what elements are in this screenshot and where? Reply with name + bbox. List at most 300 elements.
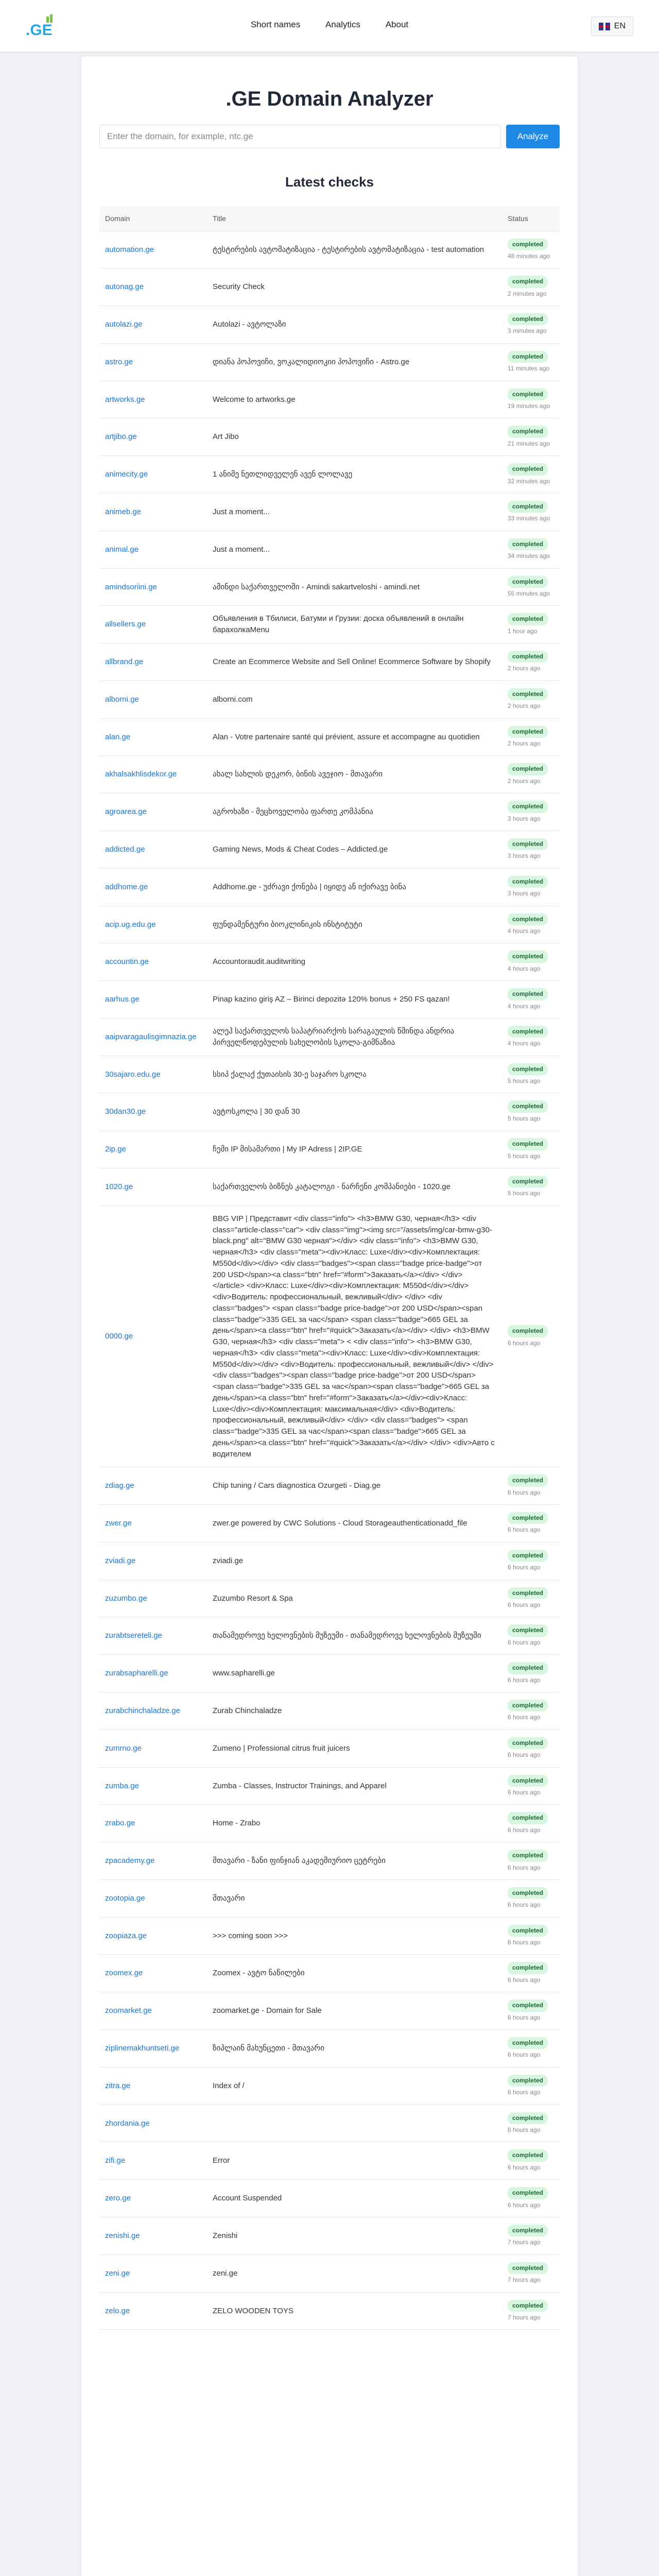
row-time-ago: 3 minutes ago [508, 327, 547, 335]
row-status [502, 756, 560, 793]
row-status [502, 2180, 560, 2217]
row-time-ago: 3 hours ago [508, 890, 541, 897]
table-row [99, 568, 560, 606]
row-time-ago: 6 hours ago [508, 1564, 541, 1571]
row-time-ago: 7 hours ago [508, 2276, 541, 2284]
row-status [502, 568, 560, 606]
row-title: Gaming News, Mods & Cheat Codes – Addicted.ge [207, 831, 502, 869]
row-title: Accountoraudit.auditwriting [207, 943, 502, 981]
status-badge: completed [508, 426, 548, 437]
row-domain-link[interactable]: zurabchinchaladze.ge [99, 1692, 207, 1730]
row-time-ago: 2 minutes ago [508, 290, 547, 297]
status-badge: completed [508, 1063, 548, 1075]
row-status [502, 1131, 560, 1168]
table-row [99, 1992, 560, 2030]
row-time-ago: 2 hours ago [508, 740, 541, 748]
row-time-ago: 4 hours ago [508, 1002, 541, 1010]
status-badge: completed [508, 1026, 548, 1038]
status-badge: completed [508, 2075, 548, 2087]
row-status [502, 831, 560, 869]
status-badge: completed [508, 2300, 548, 2312]
row-status [502, 1206, 560, 1467]
status-badge: completed [508, 688, 548, 700]
row-time-ago: 33 minutes ago [508, 515, 550, 522]
row-domain-link[interactable]: zrabo.ge [99, 1805, 207, 1842]
row-title: zeni.ge [207, 2255, 502, 2292]
analyze-button[interactable]: Analyze [506, 125, 560, 148]
row-time-ago: 6 hours ago [508, 2051, 541, 2059]
row-domain-link[interactable]: zurabsapharelli.ge [99, 1655, 207, 1692]
row-time-ago: 55 minutes ago [508, 589, 550, 597]
row-domain-link[interactable]: aarhus.ge [99, 981, 207, 1019]
row-domain-link[interactable]: artworks.ge [99, 381, 207, 418]
row-status [502, 231, 560, 268]
row-status [502, 1467, 560, 1505]
status-badge: completed [508, 1850, 548, 1861]
row-status [502, 306, 560, 344]
row-title: Объявления в Тбилиси, Батуми и Грузии: доска объявлений в онлайн барахолкаMenu [207, 606, 502, 643]
table-row [99, 718, 560, 756]
row-status [502, 456, 560, 494]
row-time-ago: 6 hours ago [508, 2126, 541, 2133]
status-badge: completed [508, 651, 548, 663]
main-card [81, 57, 578, 2576]
table-row [99, 1505, 560, 1543]
status-badge: completed [508, 876, 548, 888]
table-row [99, 1917, 560, 1955]
table-row [99, 2142, 560, 2180]
column-header-domain: Domain [99, 206, 207, 231]
row-domain-link[interactable]: zhordania.ge [99, 2105, 207, 2142]
latest-checks-title: Latest checks [285, 174, 374, 190]
row-title: Just a moment... [207, 493, 502, 531]
status-badge: completed [508, 1624, 548, 1636]
row-status [502, 531, 560, 568]
row-time-ago: 6 hours ago [508, 1488, 541, 1496]
row-title: Zoomex - ავტო ნაწილები [207, 1955, 502, 1992]
status-badge: completed [508, 1550, 548, 1562]
table-row [99, 1655, 560, 1692]
row-status [502, 793, 560, 831]
domain-search-input[interactable] [99, 125, 501, 148]
row-status [502, 1692, 560, 1730]
row-title: ZELO WOODEN TOYS [207, 2292, 502, 2330]
row-status [502, 1542, 560, 1580]
row-status [502, 381, 560, 418]
row-domain-link[interactable]: artjibo.ge [99, 418, 207, 456]
row-status [502, 2292, 560, 2330]
row-status [502, 1767, 560, 1805]
table-row [99, 2067, 560, 2105]
table-row [99, 1842, 560, 1880]
status-badge: completed [508, 988, 548, 1000]
row-status [502, 2142, 560, 2180]
table-row [99, 531, 560, 568]
row-domain-link[interactable]: zoomex.ge [99, 1955, 207, 1992]
nav-short-names[interactable]: Short names [250, 20, 301, 29]
status-badge: completed [508, 1812, 548, 1824]
row-status [502, 2255, 560, 2292]
row-domain-link[interactable]: 1020.ge [99, 1168, 207, 1206]
row-domain-link[interactable]: zootopia.ge [99, 1879, 207, 1917]
table-row [99, 1131, 560, 1168]
row-time-ago: 2 hours ago [508, 665, 541, 672]
row-title: აგროხაზი - მეცხოველობა ფართე კომპანია [207, 793, 502, 831]
row-status [502, 906, 560, 943]
status-badge: completed [508, 726, 548, 738]
status-badge: completed [508, 1475, 548, 1486]
row-domain-link[interactable]: zitra.ge [99, 2067, 207, 2105]
status-badge: completed [508, 2112, 548, 2124]
row-title: Zenishi [207, 2217, 502, 2255]
row-title: zoomarket.ge - Domain for Sale [207, 1992, 502, 2030]
status-badge: completed [508, 2149, 548, 2161]
row-time-ago: 6 hours ago [508, 1751, 541, 1759]
table-row [99, 1093, 560, 1131]
row-status [502, 418, 560, 456]
status-badge: completed [508, 1325, 548, 1337]
row-time-ago: 6 hours ago [508, 1339, 541, 1347]
table-row [99, 1467, 560, 1505]
row-title: ტესტირების ავტომატიზაცია - ტესტირების ავტომატიზაცია - test automation [207, 231, 502, 268]
row-time-ago: 6 hours ago [508, 1601, 541, 1609]
row-time-ago: 4 hours ago [508, 964, 541, 972]
row-domain-link[interactable]: zwer.ge [99, 1505, 207, 1543]
language-selector[interactable] [591, 16, 633, 36]
status-badge: completed [508, 1138, 548, 1150]
row-time-ago: 7 hours ago [508, 2313, 541, 2321]
nav-analytics[interactable]: Analytics [325, 20, 360, 29]
row-domain-link[interactable]: astro.ge [99, 343, 207, 381]
row-domain-link[interactable]: zenishi.ge [99, 2217, 207, 2255]
row-status [502, 981, 560, 1019]
row-time-ago: 32 minutes ago [508, 477, 550, 485]
status-badge: completed [508, 2262, 548, 2274]
row-time-ago: 2 hours ago [508, 777, 541, 785]
row-time-ago: 5 hours ago [508, 1114, 541, 1122]
row-status [502, 1805, 560, 1842]
row-time-ago: 21 minutes ago [508, 439, 550, 447]
row-status [502, 2067, 560, 2105]
row-domain-link[interactable]: autolazi.ge [99, 306, 207, 344]
row-title: Art Jibo [207, 418, 502, 456]
table-row [99, 456, 560, 494]
row-time-ago: 5 hours ago [508, 1077, 541, 1085]
status-badge: completed [508, 1700, 548, 1711]
status-badge: completed [508, 351, 548, 363]
row-status [502, 1617, 560, 1655]
row-time-ago: 6 hours ago [508, 2013, 541, 2021]
row-status [502, 1842, 560, 1880]
row-domain-link[interactable]: zurabtsereteli.ge [99, 1617, 207, 1655]
row-time-ago: 6 hours ago [508, 1863, 541, 1871]
row-title: დიანა პოპოვიჩი, ვოკალიდიოკიი პოპოვიჩი - Astro.ge [207, 343, 502, 381]
status-badge: completed [508, 538, 548, 550]
table-row [99, 868, 560, 906]
row-title: Zurab Chinchaladze [207, 1692, 502, 1730]
row-status [502, 1018, 560, 1056]
row-time-ago: 6 hours ago [508, 1826, 541, 1834]
row-domain-link[interactable]: alborni.ge [99, 681, 207, 718]
status-badge: completed [508, 1176, 548, 1188]
status-badge: completed [508, 1999, 548, 2011]
row-title: Error [207, 2142, 502, 2180]
logo-text: .GE [26, 22, 53, 37]
table-row [99, 1955, 560, 1992]
status-badge: completed [508, 1887, 548, 1899]
table-row [99, 2255, 560, 2292]
row-title: alborni.com [207, 681, 502, 718]
row-domain-link[interactable]: 30dan30.ge [99, 1093, 207, 1131]
status-badge: completed [508, 1662, 548, 1674]
main-nav [0, 20, 659, 30]
row-time-ago: 6 hours ago [508, 1788, 541, 1796]
row-domain-link[interactable]: 0000.ge [99, 1206, 207, 1467]
row-status [502, 1056, 560, 1093]
row-domain-link[interactable]: animecity.ge [99, 456, 207, 494]
row-title: ფუნდამენტური ბიოკლინიკის ინსტიტუტი [207, 906, 502, 943]
status-badge: completed [508, 276, 548, 287]
row-status [502, 1992, 560, 2030]
row-title: ამინდი საქართველოში - Amindi sakartveloshi - amindi.net [207, 568, 502, 606]
row-title: BBG VIP | Представит <div class="info"> <h3>BMW G30, черная</h3> <div class="article-class="car"> <div class="img"><img src="/assets/img/car-bmw-g30-black.png" alt="BMW G30 черная"></div> <div class="info"> <h3>BMW G30, черная</h3> <div class="meta"><div>Класс: Luxe</div><div>Комплектация: M550d</div></div> <div class="badges"><span class="badge price-badge">от 200 USD</span><a class="btn" href="#form">Заказать</a></div> </div> </article> <div>Класс: Luxe</div><div>Комплектация: M550d</div></div> <div>Водитель: профессиональный, вежливый</div> </div> <div class="badges"> <span class="badge price-badge">от 200 USD</span><span class="badge">335 GEL за час</span> <span class="badge">665 GEL за день</span><a class="btn" href="#quick">Заказать</a></div> </div> <h3>BMW G30, черная</h3> <div class="meta"> < <div class="info"> <h3>BMW G30, черная</h3> <div class="meta"><div>Класс: Luxe</div><div>Комплектация: M550d</div></div> <div>Водитель: профессиональный, вежливый</div> </div> <div class="badges"><span class="badge price-badge">от 200 USD</span><span class="badge">335 GEL за час</span><span class="badge">665 GEL за день</span><a class="btn" href="#form">Заказать</a></div><div>Класс: Luxe</div><div>Комплектация: максимальная</div> <div>Водитель: профессиональный, вежливый</div> </div> <div class="badges"> <span class="badge">335 GEL за час</span><span class="badge">665 GEL за день</span><a class="btn" href="#quick">Заказать</a></div> </div> <div>Авто с водителем [207, 1206, 502, 1467]
row-status [502, 943, 560, 981]
uk-flag-icon [599, 23, 610, 30]
column-header-status: Status [502, 206, 560, 231]
row-title: Addhome.ge - უძრავი ქონება | იყიდე ან იქირავე ბინა [207, 868, 502, 906]
table-row [99, 681, 560, 718]
row-domain-link[interactable]: addhome.ge [99, 868, 207, 906]
row-status [502, 643, 560, 681]
table-header-row [99, 206, 560, 231]
table-row [99, 643, 560, 681]
row-domain-link[interactable]: zuzumbo.ge [99, 1580, 207, 1617]
status-badge: completed [508, 1925, 548, 1937]
row-domain-link[interactable]: ziplinemakhuntseti.ge [99, 2030, 207, 2067]
row-status [502, 1168, 560, 1206]
row-title: Alan - Votre partenaire santé qui prévient, assure et accompagne au quotidien [207, 718, 502, 756]
row-time-ago: 2 hours ago [508, 702, 541, 710]
table-row [99, 343, 560, 381]
table-row [99, 1692, 560, 1730]
table-row [99, 1767, 560, 1805]
table-row [99, 1056, 560, 1093]
row-title: >>> coming soon >>> [207, 1917, 502, 1955]
status-badge: completed [508, 838, 548, 850]
row-domain-link[interactable]: zero.ge [99, 2180, 207, 2217]
table-row [99, 2030, 560, 2067]
row-status [502, 1505, 560, 1543]
row-status [502, 2030, 560, 2067]
row-domain-link[interactable]: zeni.ge [99, 2255, 207, 2292]
row-status [502, 1093, 560, 1131]
row-title: მთავარი - ზანი ფინჯიან აკადემიურიო ცეტრები [207, 1842, 502, 1880]
status-badge: completed [508, 763, 548, 775]
table-row [99, 381, 560, 418]
row-time-ago: 6 hours ago [508, 1714, 541, 1721]
status-badge: completed [508, 1512, 548, 1524]
row-time-ago: 19 minutes ago [508, 402, 550, 410]
row-time-ago: 6 hours ago [508, 1638, 541, 1646]
table-row [99, 831, 560, 869]
status-badge: completed [508, 388, 548, 400]
site-header [0, 0, 659, 52]
row-time-ago: 1 hour ago [508, 627, 537, 635]
row-status [502, 868, 560, 906]
nav-about[interactable]: About [385, 20, 409, 29]
row-domain-link[interactable]: zoomarket.ge [99, 1992, 207, 2030]
row-title: 1 ანიმე ნეთლიდველენ ავენ ლოლავე [207, 456, 502, 494]
table-row [99, 306, 560, 344]
table-row [99, 1879, 560, 1917]
row-domain-link[interactable]: zelo.ge [99, 2292, 207, 2330]
row-status [502, 2105, 560, 2142]
row-domain-link[interactable]: zumba.ge [99, 1767, 207, 1805]
row-domain-link[interactable]: akhalsakhlisdekor.ge [99, 756, 207, 793]
status-badge: completed [508, 576, 548, 588]
table-row [99, 2217, 560, 2255]
status-badge: completed [508, 801, 548, 812]
row-domain-link[interactable]: zviadi.ge [99, 1542, 207, 1580]
row-status [502, 1655, 560, 1692]
row-domain-link[interactable]: zdiag.ge [99, 1467, 207, 1505]
row-title: Chip tuning / Cars diagnostica Ozurgeti - Diag.ge [207, 1467, 502, 1505]
row-domain-link[interactable]: allsellers.ge [99, 606, 207, 643]
row-title: ჩემი IP მისამართი | My IP Adress | 2IP.GE [207, 1131, 502, 1168]
row-status [502, 1580, 560, 1617]
table-row [99, 756, 560, 793]
row-title: მთავარი [207, 1879, 502, 1917]
row-domain-link[interactable]: alan.ge [99, 718, 207, 756]
row-title: Zumba - Classes, Instructor Trainings, and Apparel [207, 1767, 502, 1805]
row-title: ზიპლაინ მახუნცეთი - მთავარი [207, 2030, 502, 2067]
table-row [99, 2105, 560, 2142]
row-title: Zuzumbo Resort & Spa [207, 1580, 502, 1617]
row-title: Zumeno | Professional citrus fruit juicers [207, 1730, 502, 1767]
table-row [99, 231, 560, 268]
row-time-ago: 4 hours ago [508, 1040, 541, 1047]
table-row [99, 606, 560, 643]
table-row [99, 1542, 560, 1580]
row-title: Autolazi - ავტოლაზი [207, 306, 502, 344]
status-badge: completed [508, 2187, 548, 2199]
page-title: .GE Domain Analyzer [226, 88, 433, 110]
row-time-ago: 34 minutes ago [508, 552, 550, 560]
row-title: Create an Ecommerce Website and Sell Online! Ecommerce Software by Shopify [207, 643, 502, 681]
table-row [99, 1168, 560, 1206]
table-row [99, 906, 560, 943]
row-status [502, 1955, 560, 1992]
row-domain-link[interactable]: amindsoriini.ge [99, 568, 207, 606]
status-badge: completed [508, 1737, 548, 1749]
row-time-ago: 6 hours ago [508, 2163, 541, 2171]
row-domain-link[interactable]: acip.ug.edu.ge [99, 906, 207, 943]
row-title: zwer.ge powered by CWC Solutions - Cloud Storageauthenticationadd_file [207, 1505, 502, 1543]
table-row [99, 1580, 560, 1617]
status-badge: completed [508, 1587, 548, 1599]
row-domain-link[interactable]: animeb.ge [99, 493, 207, 531]
row-domain-link[interactable]: allbrand.ge [99, 643, 207, 681]
row-time-ago: 5 hours ago [508, 1190, 541, 1197]
status-badge: completed [508, 501, 548, 513]
row-title: Home - Zrabo [207, 1805, 502, 1842]
table-row [99, 2292, 560, 2330]
table-row [99, 493, 560, 531]
status-badge: completed [508, 613, 548, 625]
row-title: Just a moment... [207, 531, 502, 568]
table-row [99, 1730, 560, 1767]
row-domain-link[interactable]: agroarea.ge [99, 793, 207, 831]
row-status [502, 343, 560, 381]
row-time-ago: 6 hours ago [508, 2089, 541, 2096]
row-time-ago: 6 hours ago [508, 1901, 541, 1909]
row-domain-link[interactable]: automation.ge [99, 231, 207, 268]
row-status [502, 681, 560, 718]
row-domain-link[interactable]: zoopiaza.ge [99, 1917, 207, 1955]
row-domain-link[interactable]: 2ip.ge [99, 1131, 207, 1168]
table-row [99, 981, 560, 1019]
status-badge: completed [508, 913, 548, 925]
status-badge: completed [508, 313, 548, 325]
row-title: www.sapharelli.ge [207, 1655, 502, 1692]
status-badge: completed [508, 2225, 548, 2236]
status-badge: completed [508, 1100, 548, 1112]
row-title: საქართველოს ბიზნეს კატალოგი - ნარჩენი კომპანიები - 1020.ge [207, 1168, 502, 1206]
row-status [502, 2217, 560, 2255]
row-domain-link[interactable]: animal.ge [99, 531, 207, 568]
column-header-title: Title [207, 206, 502, 231]
row-title: თანამედროვე ხელოვნების მუზეუმი - თანამედროვე ხელოვნების მუზეუმი [207, 1617, 502, 1655]
status-badge: completed [508, 2037, 548, 2049]
row-domain-link[interactable]: 30sajaro.edu.ge [99, 1056, 207, 1093]
row-title: Security Check [207, 268, 502, 306]
table-row [99, 1206, 560, 1467]
row-title: zviadi.ge [207, 1542, 502, 1580]
row-domain-link[interactable]: accountin.ge [99, 943, 207, 981]
row-domain-link[interactable]: zpacademy.ge [99, 1842, 207, 1880]
table-row [99, 1617, 560, 1655]
language-label: EN [614, 22, 626, 30]
row-time-ago: 6 hours ago [508, 1939, 541, 1946]
row-status [502, 718, 560, 756]
row-title: Welcome to artworks.ge [207, 381, 502, 418]
row-title: Pinap kazino giriş AZ – Birinci depozitə 120% bonus + 250 FS qazan! [207, 981, 502, 1019]
table-row [99, 1805, 560, 1842]
row-title: ალეჰ საქართველოს საპატრიარქოს სარაგაულის წმინდა ანდრია პირველწოდებულის სახელობის სკოლა-გიმნაზია [207, 1018, 502, 1056]
row-title: Account Suspended [207, 2180, 502, 2217]
row-time-ago: 11 minutes ago [508, 365, 550, 372]
row-domain-link[interactable]: zumrno.ge [99, 1730, 207, 1767]
row-time-ago: 3 hours ago [508, 815, 541, 822]
latest-checks-table [99, 206, 560, 2330]
row-domain-link[interactable]: aaipvaragaulisgimnazia.ge [99, 1018, 207, 1056]
row-time-ago: 7 hours ago [508, 2239, 541, 2246]
table-row [99, 418, 560, 456]
row-time-ago: 3 hours ago [508, 852, 541, 860]
row-title: სსიპ ქალაქ ქუთაისის 30-ე საჯარო სკოლა [207, 1056, 502, 1093]
status-badge: completed [508, 951, 548, 962]
row-domain-link[interactable]: autonag.ge [99, 268, 207, 306]
row-time-ago: 4 hours ago [508, 927, 541, 935]
row-status [502, 1879, 560, 1917]
row-domain-link[interactable]: zifi.ge [99, 2142, 207, 2180]
row-status [502, 606, 560, 643]
status-badge: completed [508, 239, 548, 250]
row-time-ago: 6 hours ago [508, 1676, 541, 1684]
status-badge: completed [508, 1962, 548, 1974]
row-domain-link[interactable]: addicted.ge [99, 831, 207, 869]
row-time-ago: 6 hours ago [508, 2201, 541, 2209]
